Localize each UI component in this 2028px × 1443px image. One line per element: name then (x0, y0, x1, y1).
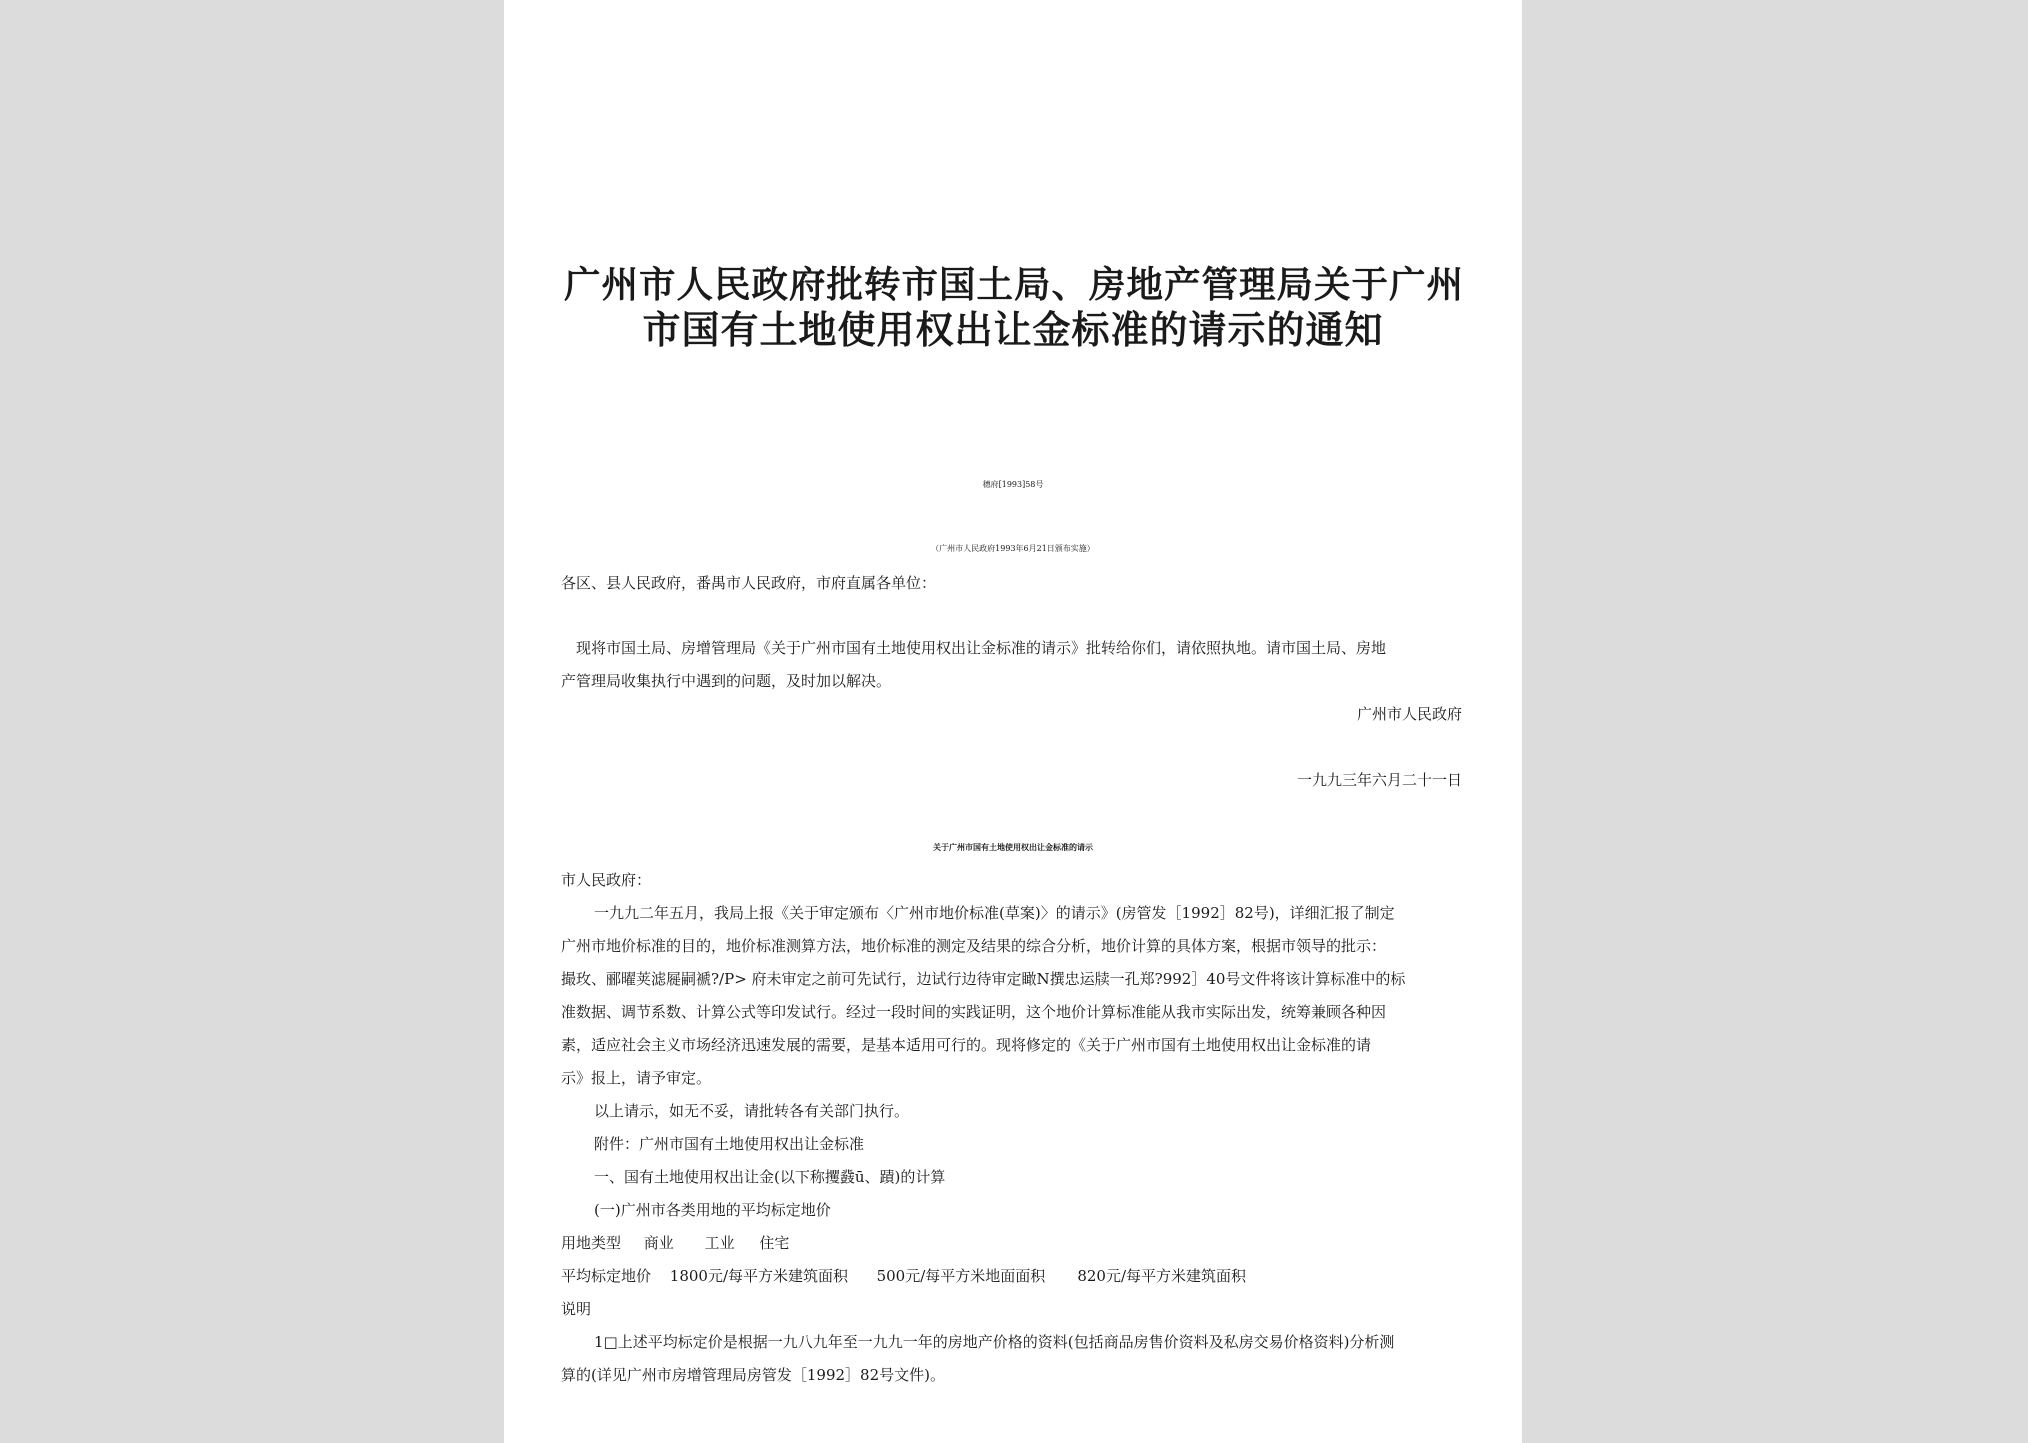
body-line: 现将市国土局、房增管理局《关于广州市国有土地使用权出让金标准的请示》批转给你们，请依照执地。请市国土局、房地 (576, 639, 1387, 657)
notes-heading: 说明 (561, 1300, 592, 1318)
request-title: 关于广州市国有土地使用权出让金标准的请示 (933, 842, 1093, 852)
table-cell: 商业 (643, 1234, 674, 1252)
document-page (504, 0, 1522, 1443)
body-line: 产管理局收集执行中遇到的问题，及时加以解决。 (561, 672, 892, 690)
table-cell: 住宅 (759, 1234, 790, 1252)
note-line: 1□上述平均标定价是根据一九八九年至一九九一年的房地产价格的资料(包括商品房售价资料及私房交易价格资料)分析测 (594, 1333, 1395, 1351)
document-number: 穗府[1993]58号 (982, 480, 1044, 489)
table-row (561, 1234, 789, 1252)
table-cell: 用地类型 (561, 1234, 622, 1252)
table-cell: 500元/每平方米地面面积 (876, 1267, 1046, 1285)
table-cell: 1800元/每平方米建筑面积 (669, 1267, 849, 1285)
paragraph-line: 广州市地价标准的目的，地价标准测算方法，地价标准的测定及结果的综合分析，地价计算的具体方案，根据市领导的批示： (561, 937, 1387, 955)
signature: 广州市人民政府 (1356, 705, 1462, 723)
paragraph-line: 素，适应社会主义市场经济迅速发展的需要，是基本适用可行的。现将修定的《关于广州市国有土地使用权出让金标准的请 (561, 1036, 1372, 1054)
title-line: 广州市人民政府批转市国土局、房地产管理局关于广州 (564, 263, 1464, 306)
paragraph-line: 示》报上，请予审定。 (561, 1069, 712, 1087)
table-cell: 工业 (704, 1234, 735, 1252)
paragraph-line: 以上请示，如无不妥，请批转各有关部门执行。 (594, 1102, 910, 1120)
subsection-heading: (一)广州市各类用地的平均标定地价 (594, 1201, 831, 1219)
table-cell: 820元/每平方米建筑面积 (1077, 1267, 1247, 1285)
attachment-line: 附件：广州市国有土地使用权出让金标准 (594, 1135, 865, 1153)
addressee: 各区、县人民政府，番禺市人民政府，市府直属各单位： (561, 574, 937, 592)
paragraph-line: 一九九二年五月，我局上报《关于审定颁布〈广州市地价标准(草案)〉的请示》(房管发［1992］82号)，详细汇报了制定 (594, 904, 1395, 922)
table-row (561, 1267, 1246, 1285)
title-line: 市国有土地使用权出让金标准的请示的通知 (642, 307, 1384, 352)
section-heading: 一、国有土地使用权出让金(以下称攫鼗ū、蹟)的计算 (594, 1168, 946, 1186)
issue-note: （广州市人民政府1993年6月21日颁布实施） (931, 544, 1095, 553)
document-title (564, 262, 1462, 352)
request-addressee: 市人民政府： (561, 871, 652, 889)
document-date: 一九九三年六月二十一日 (1296, 771, 1462, 789)
paragraph-line: 撮玫、郦曜荚滤屣嗣褫?/P> 府未审定之前可先试行，边试行边待审定瞰N撰忠运牍一孔郑?992］40号文件将该计算标准中的标 (561, 970, 1406, 988)
paragraph-line: 准数据、调节系数、计算公式等印发试行。经过一段时间的实践证明，这个地价计算标准能从我市实际出发，统筹兼顾各种因 (561, 1003, 1387, 1021)
table-cell: 平均标定地价 (561, 1267, 652, 1285)
note-line: 算的(详见广州市房增管理局房管发［1992］82号文件)。 (561, 1366, 945, 1384)
